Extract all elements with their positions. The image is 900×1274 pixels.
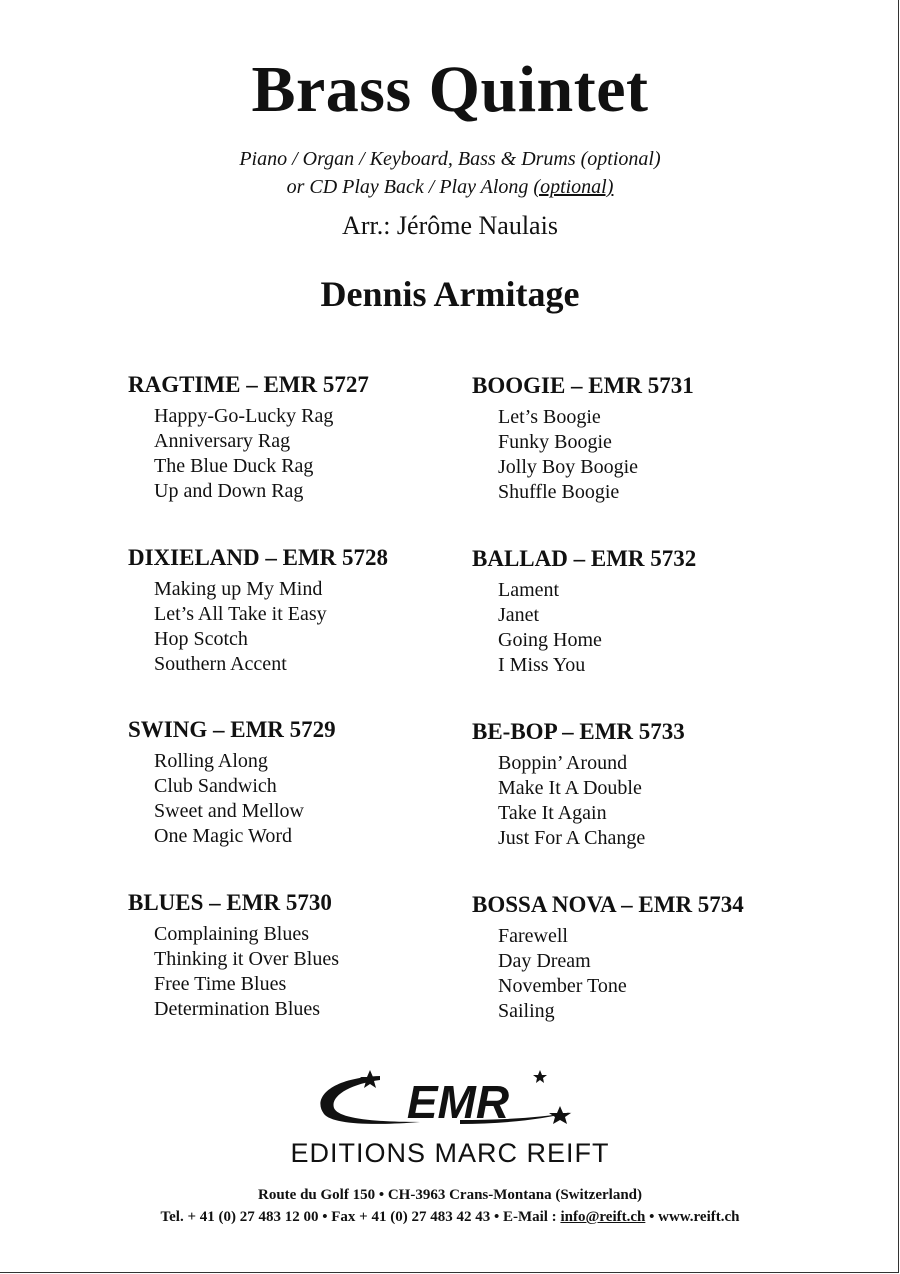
section-heading: BE-BOP – EMR 5733: [472, 719, 685, 744]
song-item: Determination Blues: [154, 998, 321, 1020]
song-item: Lament: [498, 579, 560, 601]
instrumentation: [0, 145, 900, 201]
song-list: [128, 922, 488, 1022]
section-blues: [128, 888, 488, 1022]
song-item: Shuffle Boogie: [498, 481, 620, 503]
song-item: Free Time Blues: [154, 973, 287, 995]
page-title: Brass Quintet: [251, 53, 649, 126]
song-item: Janet: [498, 604, 540, 626]
emr-logo: [0, 1068, 900, 1130]
song-item: Funky Boogie: [498, 431, 612, 453]
section-bossa-nova: [472, 890, 832, 1024]
instrumentation-line-2-main: or CD Play Back / Play Along: [286, 176, 534, 198]
song-list: [128, 404, 488, 504]
song-item: Thinking it Over Blues: [154, 948, 339, 970]
song-item: Up and Down Rag: [154, 480, 304, 502]
song-item: Complaining Blues: [154, 923, 309, 945]
section-ballad: [472, 544, 832, 678]
instrumentation-optional: (optional): [533, 176, 614, 198]
song-item: Sweet and Mellow: [154, 800, 304, 822]
publisher-name: EDITIONS MARC REIFT: [290, 1138, 610, 1168]
song-item: November Tone: [498, 975, 627, 997]
section-boogie: [472, 371, 832, 505]
email-link[interactable]: info@reift.ch: [560, 1209, 646, 1225]
section-ragtime: [128, 370, 488, 504]
song-item: Happy-Go-Lucky Rag: [154, 405, 334, 427]
song-item: Rolling Along: [154, 750, 268, 772]
section-heading: BLUES – EMR 5730: [128, 890, 332, 915]
emr-logo-icon: [310, 1068, 590, 1130]
song-list: [128, 577, 488, 677]
song-list: [472, 751, 832, 851]
section-heading: DIXIELAND – EMR 5728: [128, 545, 389, 570]
section-heading: BOSSA NOVA – EMR 5734: [472, 892, 744, 917]
logo-lettering: EMR: [406, 1076, 510, 1128]
song-item: Club Sandwich: [154, 775, 277, 797]
section-heading: BOOGIE – EMR 5731: [472, 373, 694, 398]
song-item: The Blue Duck Rag: [154, 455, 314, 477]
section-heading: RAGTIME – EMR 5727: [128, 372, 369, 397]
song-item: Just For A Change: [498, 827, 646, 849]
song-list: [128, 749, 488, 849]
arranger: Arr.: Jérôme Naulais: [342, 211, 558, 240]
song-item: Sailing: [498, 1000, 555, 1022]
song-item: Take It Again: [498, 802, 607, 824]
song-item: Anniversary Rag: [154, 430, 291, 452]
song-item: Making up My Mind: [154, 578, 323, 600]
song-item: Going Home: [498, 629, 602, 651]
instrumentation-line-1: Piano / Organ / Keyboard, Bass & Drums (optional): [239, 148, 661, 170]
song-list: [472, 924, 832, 1024]
instrumentation-line-2: [0, 173, 900, 201]
song-item: Day Dream: [498, 950, 591, 972]
publisher-address: Route du Golf 150 • CH-3963 Crans-Montana (Switzerland): [258, 1187, 642, 1203]
song-list: [472, 405, 832, 505]
song-item: Jolly Boy Boogie: [498, 456, 639, 478]
contact-phone-fax: Tel. + 41 (0) 27 483 12 00 • Fax + 41 (0) 27 483 42 43 • E-Mail :: [160, 1209, 561, 1225]
song-item: Boppin’ Around: [498, 752, 628, 774]
song-item: Let’s All Take it Easy: [154, 603, 327, 625]
section-heading: BALLAD – EMR 5732: [472, 546, 697, 571]
section-dixieland: [128, 543, 488, 677]
website: • www.reift.ch: [645, 1209, 740, 1225]
song-item: Let’s Boogie: [498, 406, 601, 428]
song-list: [472, 578, 832, 678]
song-item: Make It A Double: [498, 777, 642, 799]
composer: Dennis Armitage: [320, 274, 580, 314]
section-swing: [128, 715, 488, 849]
publisher-contact: [0, 1206, 900, 1228]
song-item: Hop Scotch: [154, 628, 248, 650]
section-be-bop: [472, 717, 832, 851]
song-item: Farewell: [498, 925, 568, 947]
song-item: One Magic Word: [154, 825, 292, 847]
section-heading: SWING – EMR 5729: [128, 717, 336, 742]
song-item: Southern Accent: [154, 653, 287, 675]
song-item: I Miss You: [498, 654, 586, 676]
